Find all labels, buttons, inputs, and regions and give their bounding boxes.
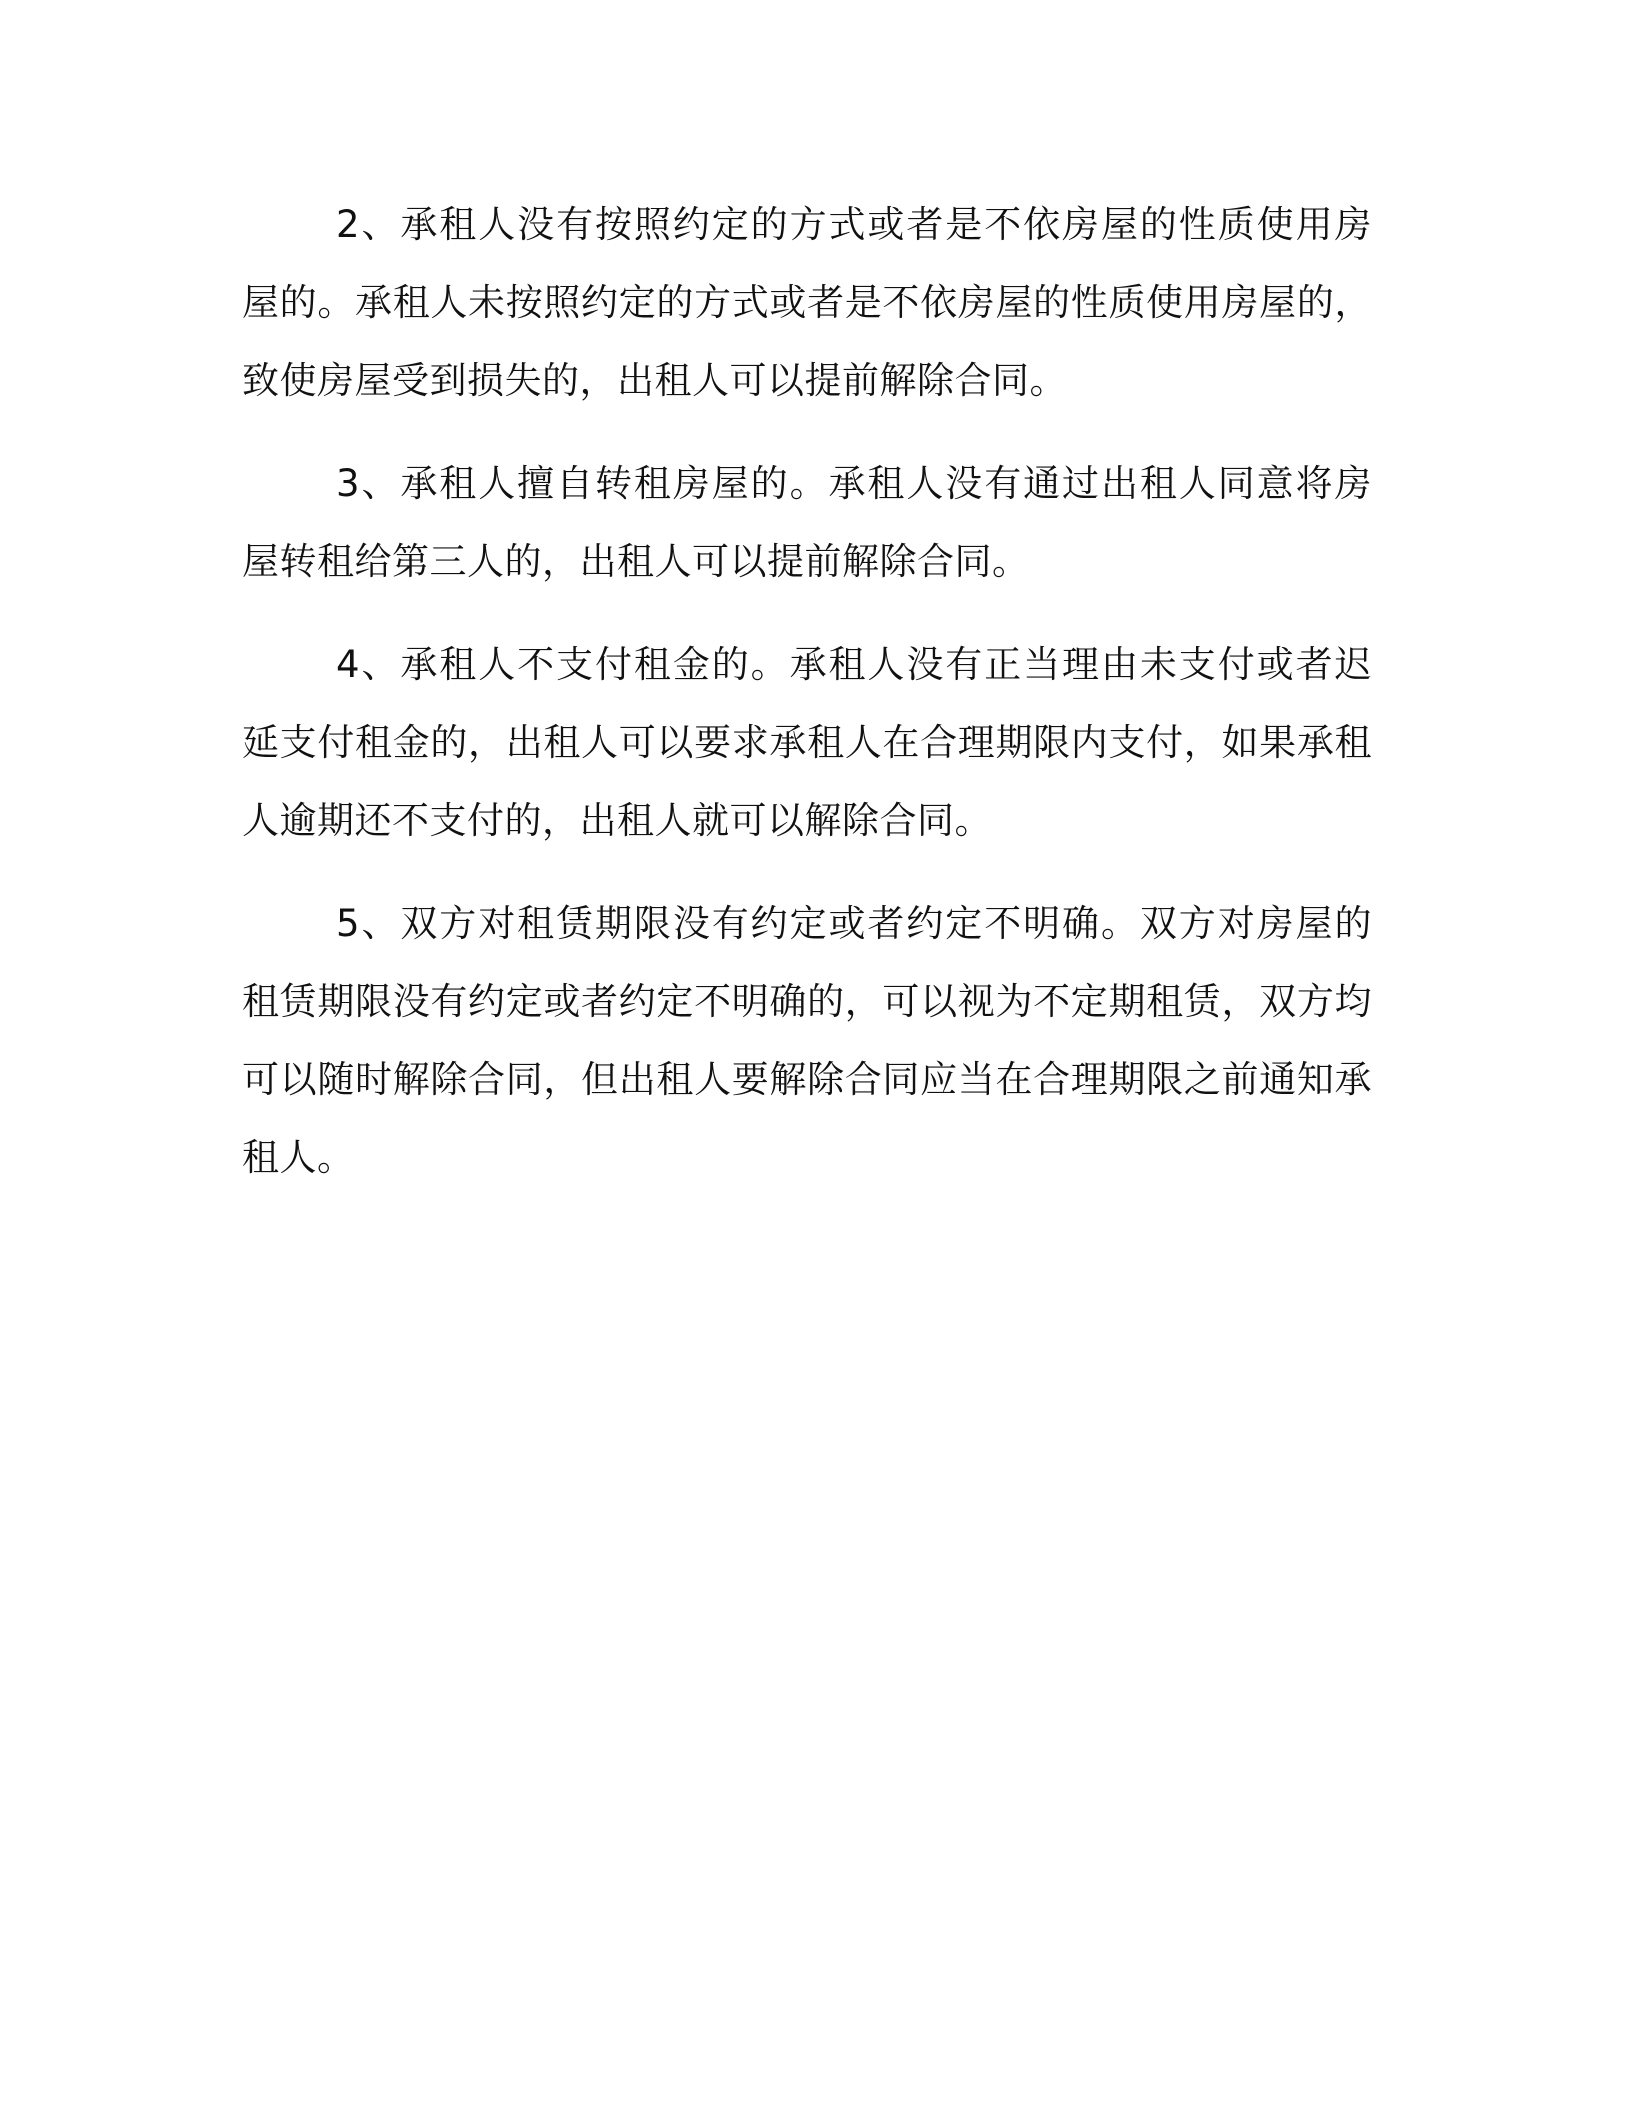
- paragraph-clause-4: 4、承租人不支付租金的。承租人没有正当理由未支付或者迟延支付租金的，出租人可以要求承租人在合理期限内支付，如果承租人逾期还不支付的，出租人就可以解除合同。: [242, 643, 1372, 842]
- paragraph-clause-3: 3、承租人擅自转租房屋的。承租人没有通过出租人同意将房屋转租给第三人的，出租人可以提前解除合同。: [242, 462, 1372, 583]
- paragraph-clause-2: 2、承租人没有按照约定的方式或者是不依房屋的性质使用房屋的。承租人未按照约定的方式或者是不依房屋的性质使用房屋的，致使房屋受到损失的，出租人可以提前解除合同。: [242, 203, 1372, 402]
- document-body: [242, 186, 1372, 1222]
- paragraph-clause-5: 5、双方对租赁期限没有约定或者约定不明确。双方对房屋的租赁期限没有约定或者约定不明确的，可以视为不定期租赁，双方均可以随时解除合同，但出租人要解除合同应当在合理期限之前通知承租人。: [242, 902, 1372, 1179]
